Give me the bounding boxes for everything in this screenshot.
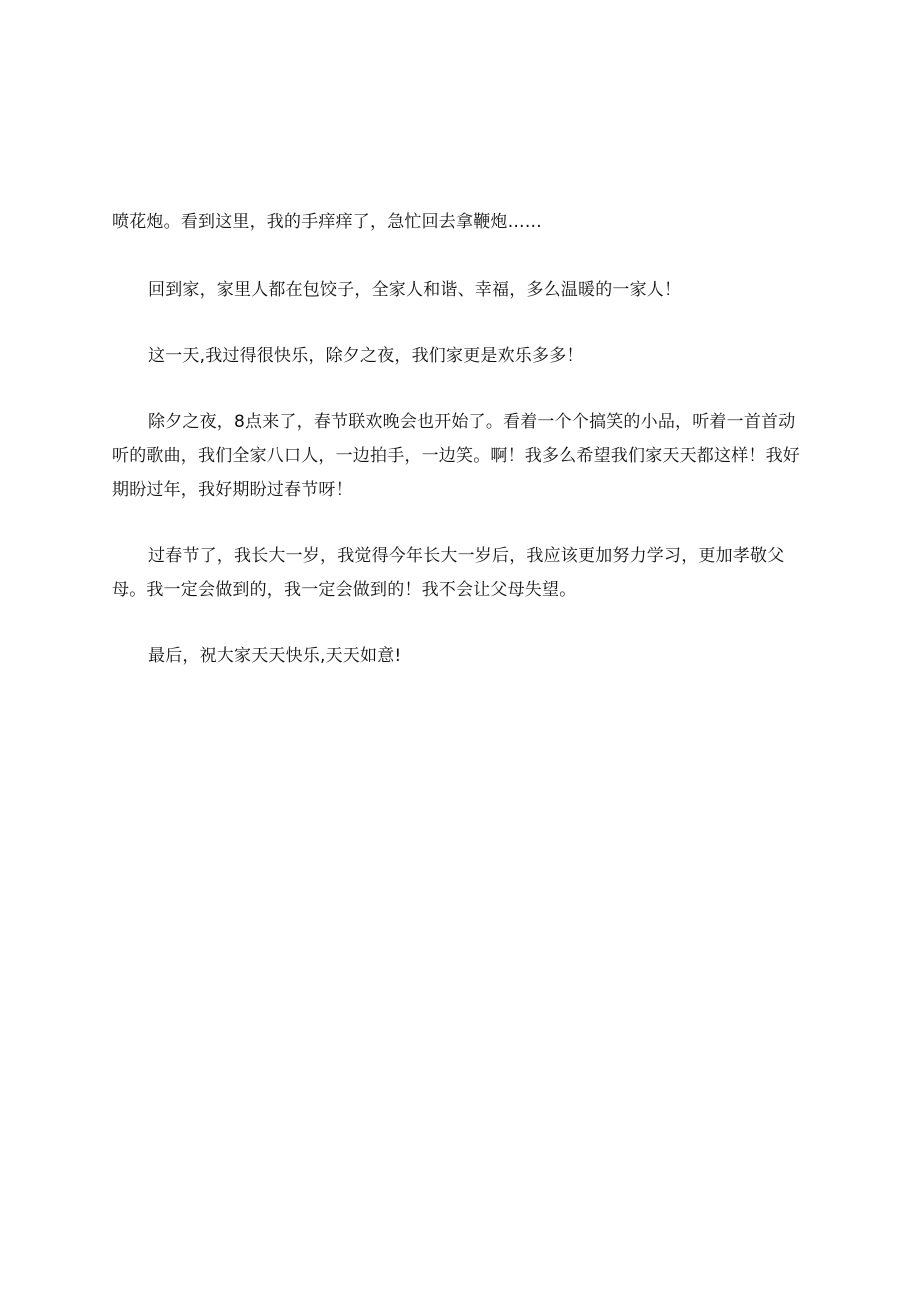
paragraph-1: 喷花炮。看到这里，我的手痒痒了，急忙回去拿鞭炮……	[112, 212, 542, 232]
paragraph-5: 过春节了，我长大一岁，我觉得今年长大一岁后，我应该更加努力学习，更加孝敬父母。我一定会做到的，我一定会做到的！我不会让父母失望。	[112, 546, 785, 600]
paragraph-4: 除夕之夜，8点来了，春节联欢晚会也开始了。看着一个个搞笑的小品，听着一首首动听的歌曲，我们全家八口人，一边拍手，一边笑。啊！我多么希望我们家天天都这样！我好期盼过年，我好期盼过春节呀！	[112, 412, 800, 500]
paragraph-3: 这一天,我过得很快乐，除夕之夜，我们家更是欢乐多多！	[148, 346, 584, 366]
paragraph-6: 最后，祝大家天天快乐,天天如意!	[148, 646, 402, 666]
paragraph-2: 回到家，家里人都在包饺子，全家人和谐、幸福，多么温暖的一家人！	[148, 280, 682, 300]
document-body	[112, 205, 802, 705]
